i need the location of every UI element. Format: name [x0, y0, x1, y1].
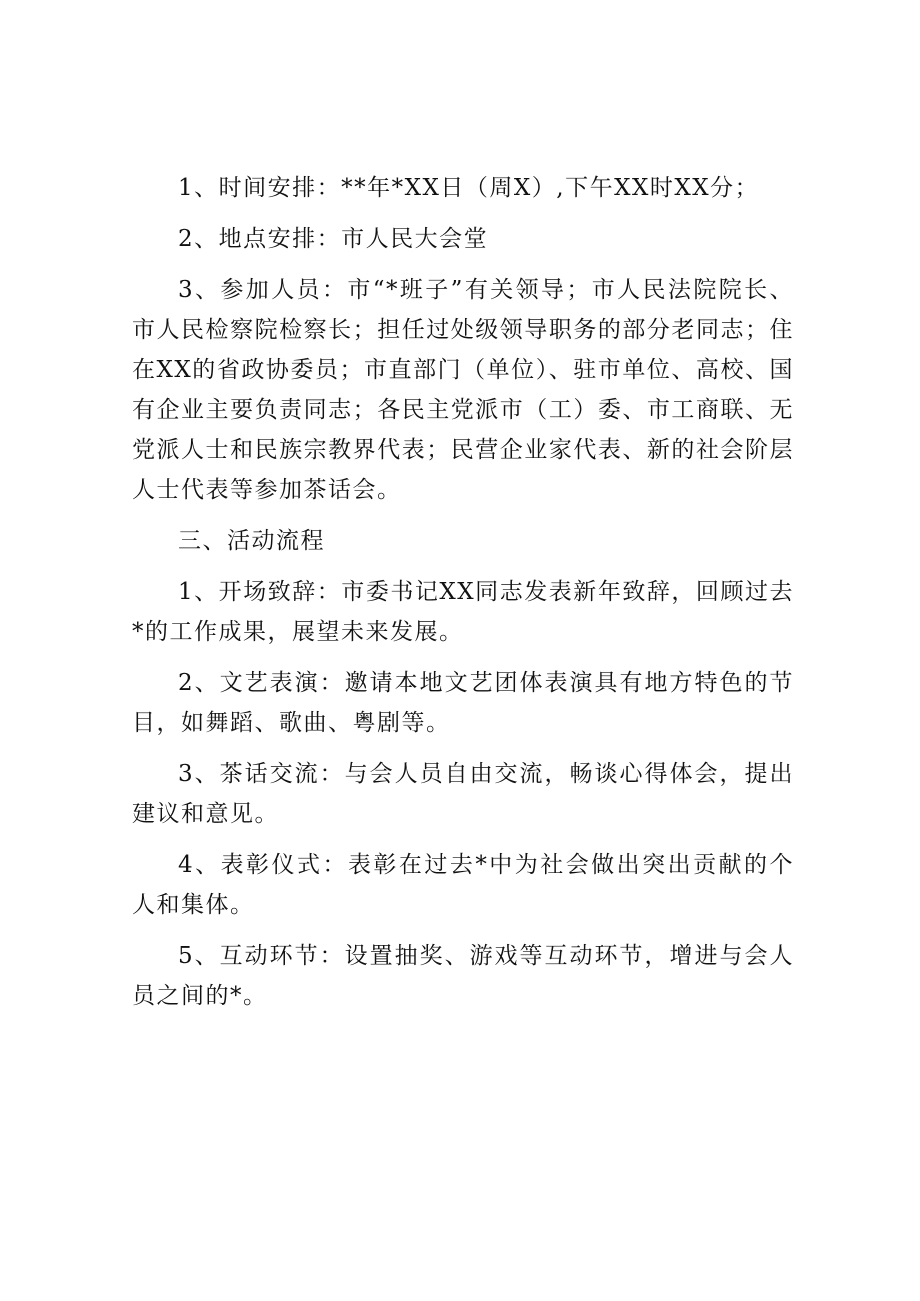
- paragraph-commendation: 4、表彰仪式：表彰在过去*中为社会做出突出贡献的个人和集体。: [132, 852, 794, 918]
- paragraph-interaction: 5、互动环节：设置抽奖、游戏等互动环节，增进与会人员之间的*。: [132, 943, 794, 1009]
- paragraph-tea-exchange: 3、茶话交流：与会人员自由交流，畅谈心得体会，提出建议和意见。: [132, 761, 794, 827]
- section-heading-activity-flow: 三、活动流程: [178, 528, 325, 554]
- paragraph-location: 2、地点安排：市人民大会堂: [178, 226, 489, 252]
- paragraph-participants: 3、参加人员：市“*班子”有关领导；市人民法院院长、市人民检察院检察长；担任过处级领导职务的部分老同志；住在XX的省政协委员；市直部门（单位）、驻市单位、高校、国有企业主要负责同志；各民主党派市（工）委、市工商联、无党派人士和民族宗教界代表；民营企业家代表、新的社会阶层人士代表等参加茶话会。: [132, 277, 794, 503]
- paragraph-opening-speech: 1、开场致辞：市委书记XX同志发表新年致辞，回顾过去*的工作成果，展望未来发展。: [132, 579, 794, 645]
- paragraph-art-performance: 2、文艺表演：邀请本地文艺团体表演具有地方特色的节目，如舞蹈、歌曲、粤剧等。: [132, 670, 794, 736]
- paragraph-time: 1、时间安排：**年*XX日（周X）,下午XX时XX分；: [178, 175, 760, 201]
- document-body: [132, 168, 794, 1027]
